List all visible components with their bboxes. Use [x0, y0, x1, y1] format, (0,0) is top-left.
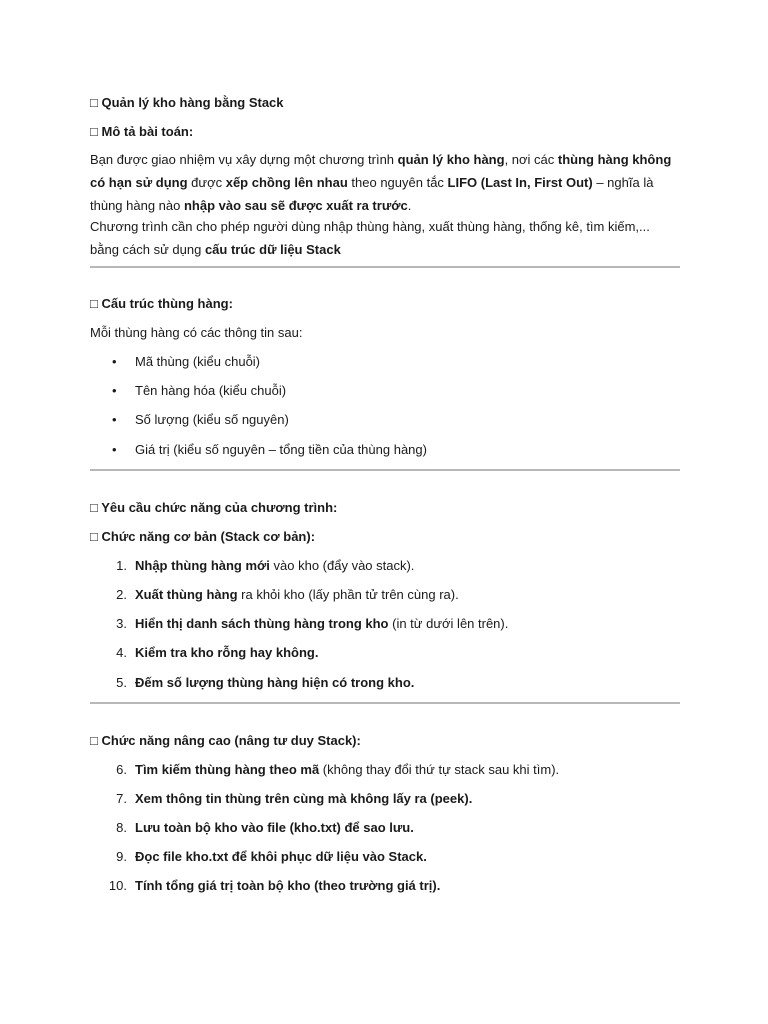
section-heading-text: Mô tả bài toán:	[101, 124, 194, 139]
bold-text-run: LIFO (Last In, First Out)	[447, 175, 593, 190]
item-number: 4.	[116, 645, 127, 660]
text-run: , nơi các	[504, 152, 558, 167]
item-text	[135, 616, 508, 632]
text-run: (in từ dưới lên trên).	[388, 616, 509, 631]
bold-text-run: Hiển thị danh sách thùng hàng trong kho	[135, 616, 389, 631]
item-number: 2.	[116, 587, 127, 602]
item-number: 6.	[116, 762, 127, 777]
bold-text-run: Xuất thùng hàng	[135, 587, 238, 602]
text-run: vào kho (đẩy vào stack).	[269, 558, 415, 573]
placeholder-glyph-icon: □	[90, 296, 98, 311]
placeholder-glyph-icon: □	[90, 500, 98, 515]
bold-text-run: Xem thông tin thùng trên cùng mà không lấy ra (peek).	[135, 791, 473, 806]
bold-text-run: Đếm số lượng thùng hàng hiện có trong kho.	[135, 675, 415, 690]
text-run: được	[187, 175, 226, 190]
document-title-text: Quản lý kho hàng bằng Stack	[101, 95, 284, 110]
placeholder-glyph-icon: □	[90, 733, 98, 748]
text-run: – nghĩa là thùng hàng nào	[90, 175, 654, 213]
bullet-icon: •	[112, 412, 117, 427]
section-heading-text: Yêu cầu chức năng của chương trình:	[101, 500, 338, 515]
bold-text-run: cấu trúc dữ liệu Stack	[204, 242, 341, 257]
bold-text-run: Tính tổng giá trị toàn bộ kho (theo trường giá trị).	[135, 878, 441, 893]
item-text	[135, 762, 559, 778]
item-text	[135, 675, 414, 691]
structure-intro: Mỗi thùng hàng có các thông tin sau:	[90, 325, 303, 340]
section-heading-structure	[90, 296, 233, 312]
placeholder-glyph-icon: □	[90, 529, 98, 544]
item-number: 10.	[108, 878, 127, 893]
item-text	[135, 820, 414, 836]
bold-text-run: nhập vào sau sẽ được xuất ra trước	[183, 198, 408, 213]
text-run: .	[407, 198, 412, 213]
section-heading-description	[90, 124, 193, 140]
item-text	[135, 645, 318, 661]
section-heading-requirements	[90, 500, 337, 516]
text-run: theo nguyên tắc	[347, 175, 448, 190]
section-heading-text: Chức năng nâng cao (nâng tư duy Stack):	[101, 733, 361, 748]
subsection-heading-text: Chức năng cơ bản (Stack cơ bản):	[101, 529, 316, 544]
description-paragraph-1	[90, 148, 680, 217]
text-run: Bạn được giao nhiệm vụ xây dựng một chương trình	[90, 152, 398, 167]
list-item-text: Mã thùng (kiểu chuỗi)	[135, 354, 261, 369]
item-number: 3.	[116, 616, 127, 631]
bullet-icon: •	[112, 442, 117, 457]
item-text	[135, 791, 472, 807]
item-text	[135, 878, 440, 894]
bold-text-run: Lưu toàn bộ kho vào file (kho.txt) để sao lưu.	[135, 820, 414, 835]
horizontal-divider	[90, 266, 680, 268]
list-item-text: Tên hàng hóa (kiểu chuỗi)	[135, 383, 287, 398]
bold-text-run: quản lý kho hàng	[397, 152, 505, 167]
description-paragraph-2	[90, 215, 680, 261]
subsection-heading-basic	[90, 529, 315, 545]
bold-text-run: xếp chồng lên nhau	[225, 175, 348, 190]
document-title	[90, 95, 284, 111]
bold-text-run: Đọc file kho.txt để khôi phục dữ liệu vào Stack.	[135, 849, 427, 864]
item-number: 9.	[116, 849, 127, 864]
item-number: 8.	[116, 820, 127, 835]
item-number: 1.	[116, 558, 127, 573]
section-heading-text: Cấu trúc thùng hàng:	[101, 296, 233, 311]
bullet-icon: •	[112, 383, 117, 398]
placeholder-glyph-icon: □	[90, 124, 98, 139]
bold-text-run: Tìm kiếm thùng hàng theo mã	[135, 762, 320, 777]
horizontal-divider	[90, 469, 680, 471]
bullet-icon: •	[112, 354, 117, 369]
item-text	[135, 587, 459, 603]
list-item-text: Giá trị (kiểu số nguyên – tổng tiền của thùng hàng)	[135, 442, 427, 457]
item-number: 5.	[116, 675, 127, 690]
bold-text-run: Kiểm tra kho rỗng hay không.	[135, 645, 319, 660]
item-text	[135, 849, 427, 865]
item-text	[135, 558, 414, 574]
text-run: ra khỏi kho (lấy phần tử trên cùng ra).	[237, 587, 459, 602]
bold-text-run: thùng hàng không có hạn sử dụng	[90, 152, 672, 190]
text-run: Chương trình cần cho phép người dùng nhập thùng hàng, xuất thùng hàng, thống kê, tìm kiếm,... bằng cách sử dụng	[90, 219, 650, 257]
horizontal-divider	[90, 702, 680, 704]
section-heading-advanced	[90, 733, 361, 749]
item-number: 7.	[116, 791, 127, 806]
placeholder-glyph-icon: □	[90, 95, 98, 110]
bold-text-run: Nhập thùng hàng mới	[135, 558, 270, 573]
text-run: (không thay đổi thứ tự stack sau khi tìm).	[319, 762, 560, 777]
list-item-text: Số lượng (kiểu số nguyên)	[135, 412, 289, 427]
